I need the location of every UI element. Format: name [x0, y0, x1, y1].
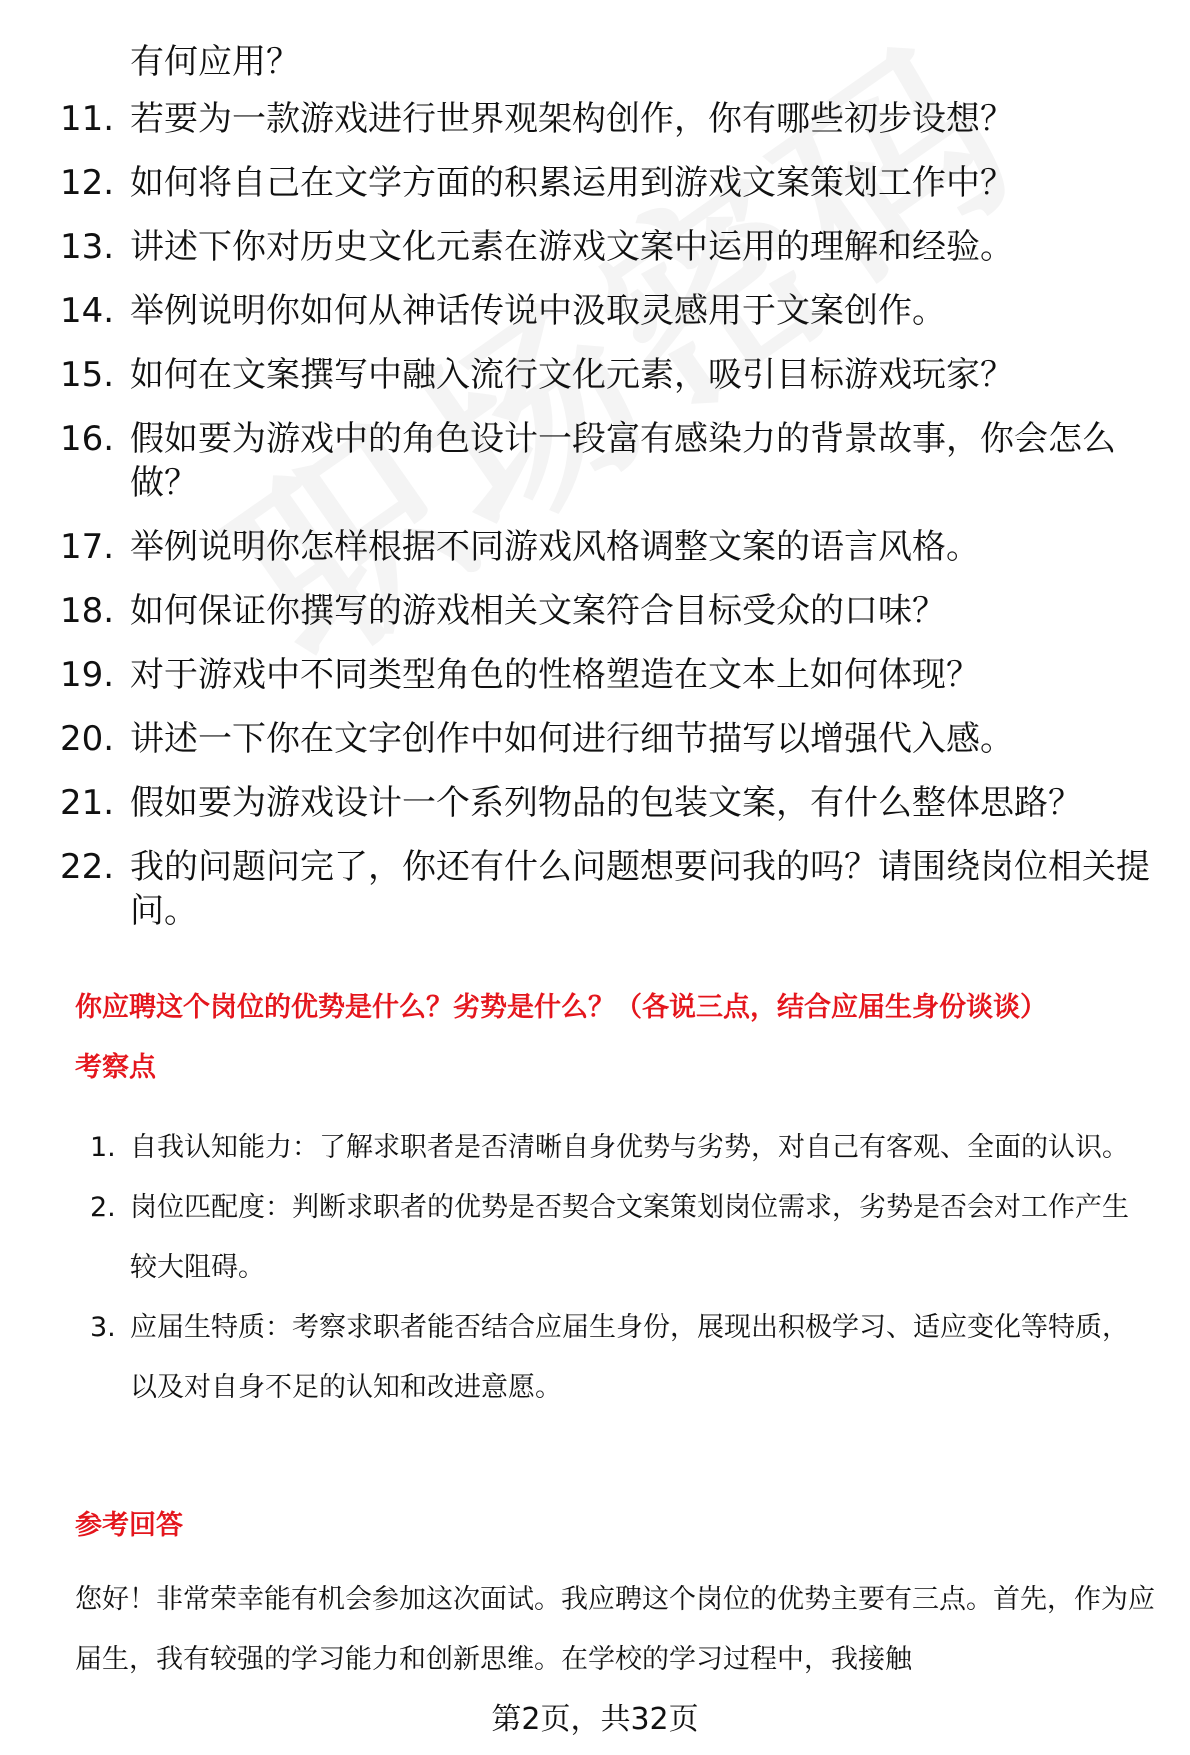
question-number: 17.	[60, 527, 115, 567]
question-number: 19.	[60, 655, 115, 695]
question-item	[60, 353, 1150, 397]
assessment-points-list	[90, 1118, 1150, 1418]
point-number: 2.	[90, 1192, 116, 1223]
question-text: 讲述一下你在文字创作中如何进行细节描写以增强代入感。	[130, 719, 1014, 759]
question-text: 如何保证你撰写的游戏相关文案符合目标受众的口味？	[130, 591, 946, 631]
question-number: 18.	[60, 591, 115, 631]
question-text: 举例说明你怎样根据不同游戏风格调整文案的语言风格。	[130, 527, 980, 567]
question-item	[60, 845, 1150, 933]
question-text: 假如要为游戏设计一个系列物品的包装文案，有什么整体思路？	[130, 783, 1082, 823]
question-list	[60, 40, 1150, 953]
question-number: 21.	[60, 783, 115, 823]
question-text: 如何在文案撰写中融入流行文化元素，吸引目标游戏玩家？	[130, 355, 1014, 395]
question-number: 13.	[60, 227, 115, 267]
question-text: 假如要为游戏中的角色设计一段富有感染力的背景故事，你会怎么做？	[130, 419, 1116, 503]
question-number: 12.	[60, 163, 115, 203]
question-text: 讲述下你对历史文化元素在游戏文案中运用的理解和经验。	[130, 227, 1014, 267]
reference-answer-heading: 参考回答	[75, 1510, 183, 1541]
question-number: 22.	[60, 847, 115, 887]
reference-answer-text: 您好！非常荣幸能有机会参加这次面试。我应聘这个岗位的优势主要有三点。首先，作为应届生，我有较强的学习能力和创新思维。在学校的学习过程中，我接触	[75, 1584, 1155, 1675]
question-item	[60, 717, 1150, 761]
question-number: 20.	[60, 719, 115, 759]
question-item	[60, 525, 1150, 569]
question-text: 我的问题问完了，你还有什么问题想要问我的吗？请围绕岗位相关提问。	[130, 847, 1150, 931]
assessment-point	[90, 1178, 1150, 1298]
question-text: 如何将自己在文学方面的积累运用到游戏文案策划工作中？	[130, 163, 1014, 203]
question-text: 对于游戏中不同类型角色的性格塑造在文本上如何体现？	[130, 655, 980, 695]
question-item	[60, 589, 1150, 633]
question-item	[60, 225, 1150, 269]
question-text: 有何应用？	[130, 42, 300, 82]
assessment-point	[90, 1118, 1150, 1178]
question-number: 16.	[60, 419, 115, 459]
assessment-heading: 考察点	[75, 1052, 156, 1083]
question-item	[60, 289, 1150, 333]
point-text: 自我认知能力：了解求职者是否清晰自身优势与劣势，对自己有客观、全面的认识。	[130, 1132, 1129, 1163]
question-item	[60, 97, 1150, 141]
question-number: 15.	[60, 355, 115, 395]
assessment-point	[90, 1298, 1150, 1418]
point-text: 岗位匹配度：判断求职者的优势是否契合文案策划岗位需求，劣势是否会对工作产生较大阻碍。	[130, 1192, 1129, 1283]
question-text: 若要为一款游戏进行世界观架构创作，你有哪些初步设想？	[130, 99, 1014, 139]
point-number: 3.	[90, 1312, 116, 1343]
question-item	[60, 417, 1150, 505]
question-continuation	[60, 40, 1150, 84]
question-text: 举例说明你如何从神话传说中汲取灵感用于文案创作。	[130, 291, 946, 331]
section-question-heading: 你应聘这个岗位的优势是什么？劣势是什么？（各说三点，结合应届生身份谈谈）	[75, 992, 1047, 1023]
question-item	[60, 781, 1150, 825]
question-item	[60, 653, 1150, 697]
question-item	[60, 161, 1150, 205]
point-number: 1.	[90, 1132, 116, 1163]
question-number: 14.	[60, 291, 115, 331]
question-number: 11.	[60, 99, 115, 139]
point-text: 应届生特质：考察求职者能否结合应届生身份，展现出积极学习、适应变化等特质，以及对自身不足的认知和改进意愿。	[130, 1312, 1129, 1403]
page-footer: 第2页，共32页	[491, 1702, 699, 1737]
